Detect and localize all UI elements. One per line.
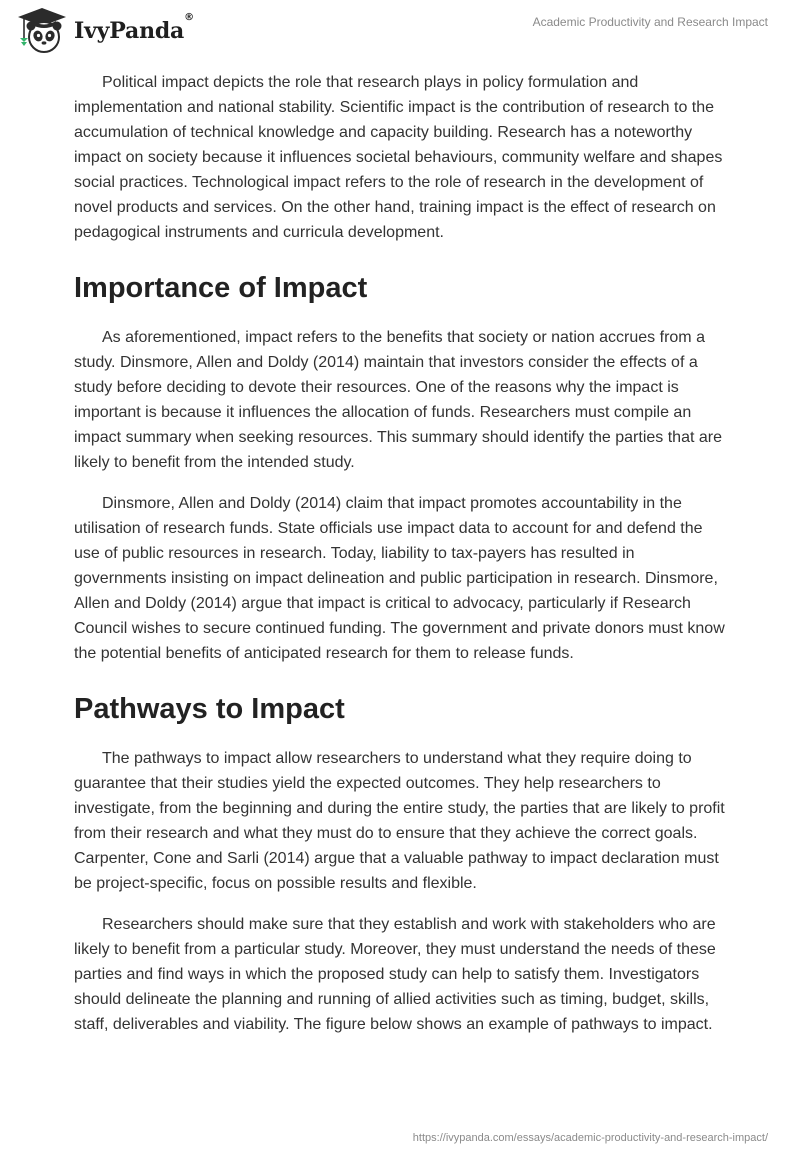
registered-mark: ®	[184, 12, 194, 23]
importance-paragraph-1: As aforementioned, impact refers to the benefits that society or nation accrues from a study. Dinsmore, Allen and Doldy (2014) maintain that investors consider the effects of a study before deciding to devote their resources. One of the reasons why the impact is important is because it influences the allocation of funds. Researchers must compile an impact summary when seeking resources. This summary should identify the parties that are likely to benefit from the intended study.	[74, 329, 722, 471]
source-url[interactable]: https://ivypanda.com/essays/academic-productivity-and-research-impact/	[412, 1132, 768, 1144]
page-header	[0, 0, 800, 60]
section-heading-importance: Importance of Impact	[74, 272, 368, 304]
brand-name: IvyPanda®	[74, 12, 194, 44]
pathways-paragraph-1: The pathways to impact allow researchers to understand what they require doing to guarantee that their studies yield the expected outcomes. They help researchers to investigate, from the beginning and during the entire study, the parties that are likely to profit from their research and what they must do to ensure that they achieve the correct goals. Carpenter, Cone and Sarli (2014) argue that a valuable pathway to impact declaration must be project-specific, focus on possible results and flexible.	[74, 750, 725, 892]
intro-paragraph: Political impact depicts the role that research plays in policy formulation and implementation and national stability. Scientific impact is the contribution of research to the accumulation of technical knowledge and capacity building. Research has a noteworthy impact on society because it influences societal behaviours, community welfare and shapes social practices. Technological impact refers to the role of research in the development of novel products and services. On the other hand, training impact is the effect of research on pedagogical instruments and curricula development.	[74, 74, 723, 241]
document-title: Academic Productivity and Research Impact	[532, 15, 768, 29]
brand-logo[interactable]	[14, 6, 194, 56]
pathways-paragraph-2: Researchers should make sure that they establish and work with stakeholders who are likely to benefit from a particular study. Moreover, they must understand the needs of these parties and find ways in which the proposed study can help to satisfy them. Investigators should delineate the planning and running of allied activities such as timing, budget, skills, staff, deliverables and viability. The figure below shows an example of pathways to impact.	[74, 916, 716, 1033]
article-body	[74, 70, 730, 1053]
importance-paragraph-2: Dinsmore, Allen and Doldy (2014) claim that impact promotes accountability in the utilisation of research funds. State officials use impact data to account for and defend the use of public resources in research. Today, liability to tax-payers has resulted in governments insisting on impact delineation and public participation in research. Dinsmore, Allen and Doldy (2014) argue that impact is critical to advocacy, particularly if Research Council wishes to secure continued funding. The government and private donors must know the potential benefits of anticipated research for them to release funds.	[74, 495, 725, 662]
section-heading-pathways: Pathways to Impact	[74, 693, 345, 725]
panda-graduation-cap-icon	[14, 6, 70, 56]
